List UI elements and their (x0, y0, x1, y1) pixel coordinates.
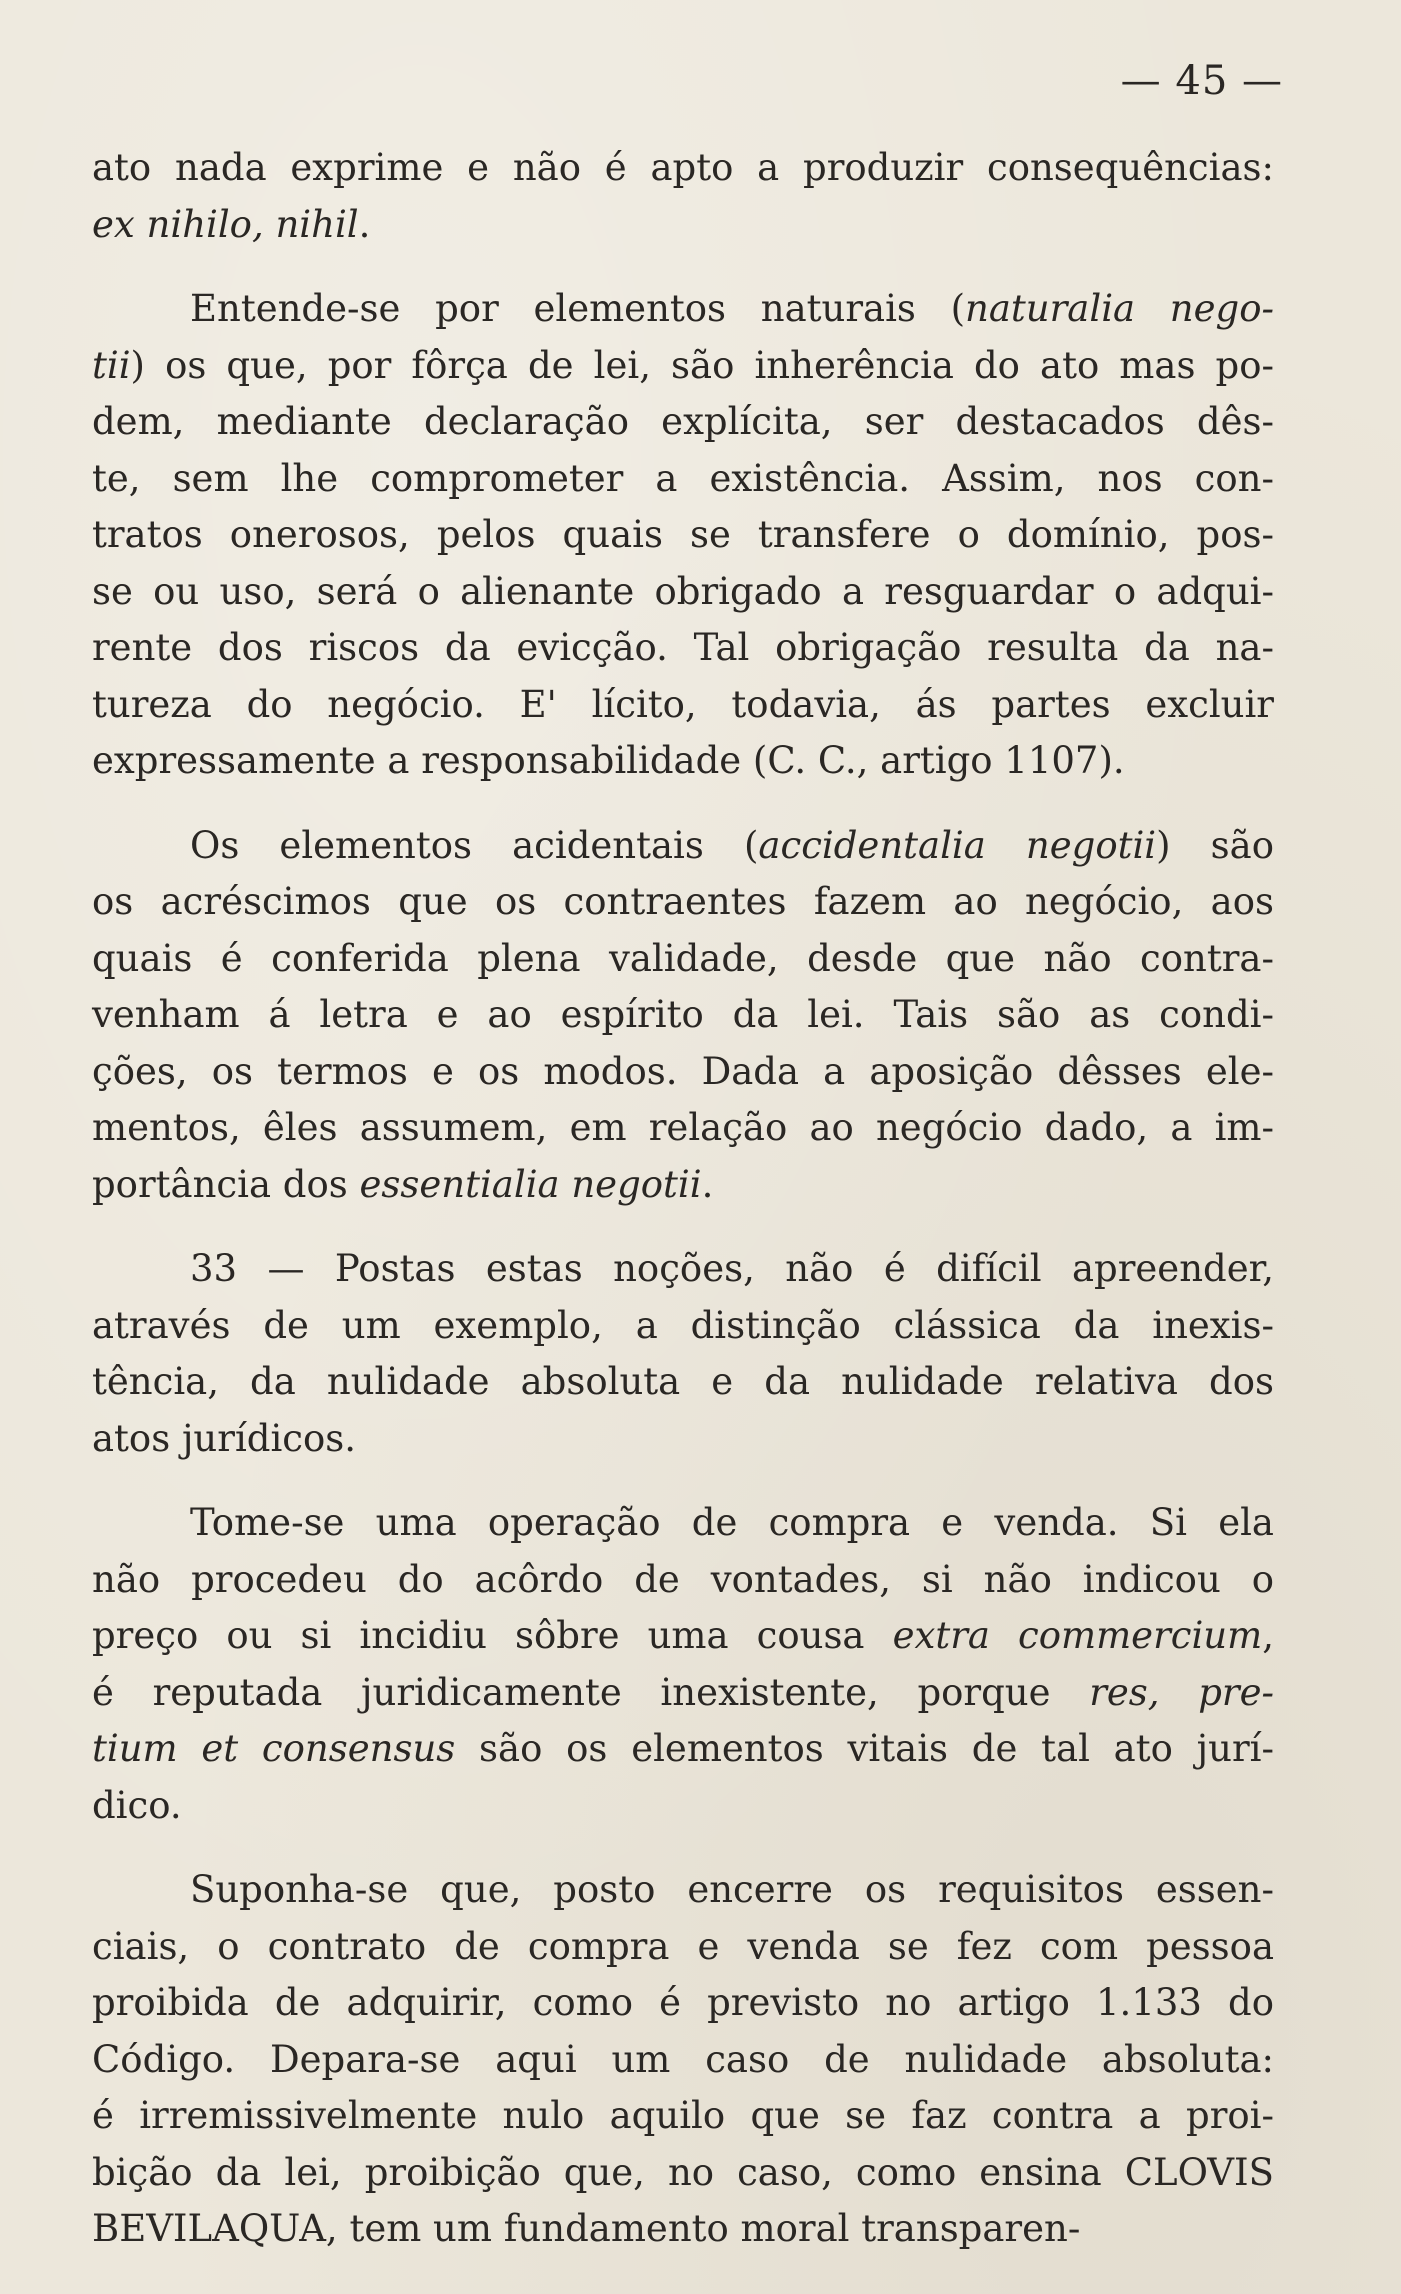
text-line (92, 931, 1274, 988)
text-span: Entende-se por elementos naturais ( (190, 287, 966, 330)
text-span: através de um exemplo, a distinção clássica da inexis- (92, 1303, 1274, 1347)
text-line (92, 507, 1274, 564)
italic-text: tium et consensus (92, 1727, 456, 1770)
text-line (92, 2088, 1274, 2145)
text-line (92, 1495, 1274, 1552)
text-span: bição da lei, proibição que, no caso, como ensina CLOVIS (92, 2150, 1274, 2194)
text-line (92, 1411, 1274, 1468)
text-span: preço ou si incidiu sôbre uma cousa (92, 1614, 893, 1657)
page-number: — 45 — (1120, 58, 1283, 104)
text-span: tureza do negócio. E' lícito, todavia, ás partes excluir (92, 682, 1274, 726)
text-line (92, 197, 1274, 254)
text-line (92, 1975, 1274, 2032)
text-span: ções, os termos e os modos. Dada a aposição dêsses ele- (92, 1049, 1274, 1093)
text-span: tência, da nulidade absoluta e da nulidade relativa dos (92, 1360, 1274, 1403)
text-span: quais é conferida plena validade, desde que não contra- (92, 936, 1274, 980)
paragraph-p4 (92, 1241, 1274, 1467)
text-line (92, 620, 1274, 677)
italic-text: accidentalia negotii (758, 823, 1157, 867)
text-span: venham á letra e ao espírito da lei. Tais são as condi- (92, 993, 1274, 1036)
text-line (92, 1721, 1274, 1778)
text-span: dem, mediante declaração explícita, ser destacados dês- (92, 400, 1274, 443)
text-line (92, 677, 1274, 734)
text-span: mentos, êles assumem, em relação ao negócio dado, a im- (92, 1106, 1274, 1149)
text-span: te, sem lhe comprometer a existência. Assim, nos con- (92, 456, 1274, 500)
text-line (92, 140, 1274, 197)
text-span: . (701, 1162, 714, 1206)
italic-text: extra commercium (892, 1614, 1263, 1657)
text-line (92, 338, 1274, 395)
text-span: os acréscimos que os contraentes fazem ao negócio, aos (92, 880, 1274, 923)
text-span: portância dos (92, 1162, 360, 1206)
paragraph-p5 (92, 1495, 1274, 1834)
text-span: ) os que, por fôrça de lei, são inherência do ato mas po- (130, 343, 1274, 387)
text-span: , (1262, 1614, 1274, 1657)
text-line (92, 1665, 1274, 1722)
text-line (92, 2032, 1274, 2089)
text-line (92, 818, 1274, 875)
italic-text: res, pre- (1089, 1670, 1274, 1714)
italic-text: ex nihilo, nihil (92, 202, 359, 246)
text-span: rente dos riscos da evicção. Tal obrigação resulta da na- (92, 626, 1274, 669)
text-line (92, 1778, 1274, 1835)
text-line (92, 733, 1274, 790)
text-span: tratos onerosos, pelos quais se transfere o domínio, pos- (92, 513, 1274, 556)
text-line (92, 1608, 1274, 1665)
text-line (92, 1862, 1274, 1919)
text-line (92, 394, 1274, 451)
text-span: é reputada juridicamente inexistente, porque (92, 1670, 1090, 1714)
text-span: são os elementos vitais de tal ato jurí- (455, 1727, 1274, 1770)
text-span: expressamente a responsabilidade (C. C., artigo 1107). (92, 739, 1125, 782)
text-line (92, 987, 1274, 1044)
text-line (92, 1241, 1274, 1298)
text-span: Suponha-se que, posto encerre os requisitos essen- (190, 1868, 1274, 1911)
text-line (92, 564, 1274, 621)
text-line (92, 874, 1274, 931)
text-span: atos jurídicos. (92, 1416, 357, 1460)
text-line (92, 451, 1274, 508)
text-span: ) são (1156, 823, 1274, 867)
text-span: Tome-se uma operação de compra e venda. Si ela (190, 1501, 1274, 1544)
text-line (92, 1298, 1274, 1355)
text-span: Código. Depara-se aqui um caso de nulidade absoluta: (92, 2037, 1274, 2081)
text-line (92, 2201, 1274, 2258)
text-span: dico. (92, 1783, 182, 1827)
text-span: Os elementos acidentais ( (190, 823, 759, 867)
text-line (92, 1044, 1274, 1101)
text-span: . (358, 202, 371, 246)
paragraph-p3 (92, 818, 1274, 1214)
text-span: BEVILAQUA, tem um fundamento moral transparen- (92, 2207, 1081, 2250)
italic-text: naturalia nego- (965, 287, 1274, 330)
text-span: se ou uso, será o alienante obrigado a resguardar o adqui- (92, 569, 1274, 613)
body-text (92, 140, 1274, 2258)
text-line (92, 281, 1274, 338)
text-line (92, 2145, 1274, 2202)
text-line (92, 1100, 1274, 1157)
text-span: ato nada exprime e não é apto a produzir consequências: (92, 146, 1274, 189)
paragraph-p6 (92, 1862, 1274, 2258)
text-line (92, 1157, 1274, 1214)
paragraph-p1 (92, 140, 1274, 253)
text-span: é irremissivelmente nulo aquilo que se faz contra a proi- (92, 2094, 1274, 2137)
paragraph-p2 (92, 281, 1274, 790)
text-line (92, 1919, 1274, 1976)
text-span: não procedeu do acôrdo de vontades, si não indicou o (92, 1557, 1274, 1601)
text-span: 33 — Postas estas noções, não é difícil apreender, (190, 1247, 1274, 1290)
text-line (92, 1552, 1274, 1609)
italic-text: tii (92, 343, 131, 387)
text-span: ciais, o contrato de compra e venda se fez com pessoa (92, 1924, 1274, 1968)
text-span: proibida de adquirir, como é previsto no artigo 1.133 do (92, 1981, 1274, 2024)
italic-text: essentialia negotii (359, 1162, 702, 1206)
text-line (92, 1354, 1274, 1411)
